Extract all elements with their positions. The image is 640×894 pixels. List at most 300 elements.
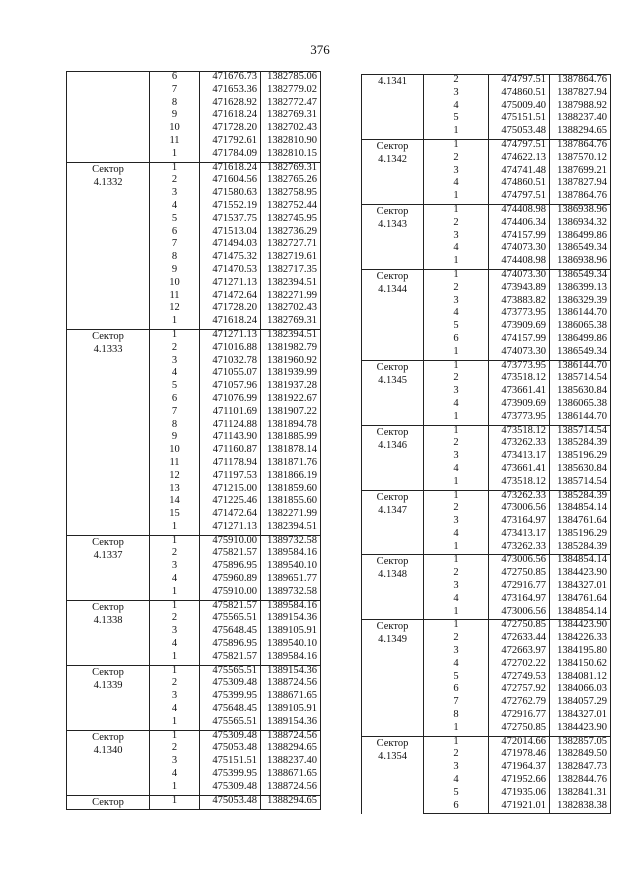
coordinate-x: 473518.12: [489, 373, 550, 386]
coordinate-y: 1387864.76: [550, 191, 611, 204]
coordinate-y: 1385284.39: [550, 542, 611, 555]
coordinate-x: 475910.00: [200, 535, 261, 548]
point-number: 1: [150, 522, 200, 535]
coordinate-x: 475053.48: [200, 743, 261, 756]
point-number: 11: [150, 136, 200, 149]
coordinate-x: 471271.13: [200, 329, 261, 342]
coordinate-y: 1382810.90: [261, 136, 321, 149]
coordinate-y: 1389732.58: [261, 587, 321, 600]
coordinate-x: 473413.17: [489, 529, 550, 542]
coordinate-y: 1382772.47: [261, 98, 321, 111]
coordinate-y: 1388294.65: [261, 743, 321, 756]
point-number: 2: [424, 373, 489, 386]
coordinate-y: 1384423.90: [550, 723, 611, 736]
coordinate-y: 1389105.91: [261, 704, 321, 717]
coordinate-y: 1389540.10: [261, 561, 321, 574]
coordinate-x: 475399.95: [200, 769, 261, 782]
point-number: 1: [150, 329, 200, 342]
point-number: 2: [150, 613, 200, 626]
coordinate-x: 471676.73: [200, 72, 261, 85]
coordinate-x: 475151.51: [489, 113, 550, 126]
point-number: 2: [150, 743, 200, 756]
point-number: 8: [150, 420, 200, 433]
point-number: 1: [424, 555, 489, 568]
point-number: 5: [424, 672, 489, 685]
coordinate-y: 1386549.34: [550, 347, 611, 360]
coordinate-y: 1382702.43: [261, 123, 321, 136]
point-number: 4: [150, 639, 200, 652]
point-number: 11: [150, 291, 200, 304]
coordinate-x: 474073.30: [489, 347, 550, 360]
point-number: 1: [424, 736, 489, 749]
coordinate-x: 475821.57: [200, 600, 261, 613]
coordinate-y: 1389584.16: [261, 652, 321, 665]
coordinate-x: 471057.96: [200, 381, 261, 394]
point-number: 1: [150, 717, 200, 730]
point-number: 3: [424, 231, 489, 244]
coordinate-x: 473006.56: [489, 503, 550, 516]
sector-label: Сектор: [67, 795, 150, 809]
point-number: 4: [424, 529, 489, 542]
coordinate-y: 1388724.56: [261, 730, 321, 743]
coordinate-x: 471552.19: [200, 201, 261, 214]
point-number: 13: [150, 484, 200, 497]
table-row: [362, 490, 611, 503]
coordinate-y: 1386499.86: [550, 231, 611, 244]
coordinate-x: 472916.77: [489, 581, 550, 594]
point-number: 4: [150, 574, 200, 587]
table-row: [362, 204, 611, 217]
point-number: 1: [424, 347, 489, 360]
coordinate-y: 1386065.38: [550, 321, 611, 334]
coordinate-x: 474408.98: [489, 204, 550, 217]
coordinate-y: 1387864.76: [550, 139, 611, 152]
coordinate-y: 1384854.14: [550, 607, 611, 620]
point-number: 6: [150, 394, 200, 407]
coordinate-y: 1384226.33: [550, 633, 611, 646]
point-number: 1: [424, 620, 489, 633]
point-number: 9: [150, 432, 200, 445]
coordinate-y: 1382857.05: [550, 736, 611, 749]
sector-label: Сектор 4.1333: [67, 329, 150, 535]
coordinate-x: 471470.53: [200, 265, 261, 278]
coordinate-y: 1389584.16: [261, 600, 321, 613]
coordinate-x: 471160.87: [200, 445, 261, 458]
coordinate-x: 471580.63: [200, 188, 261, 201]
table-row: [362, 75, 611, 88]
coordinate-y: 1382271.99: [261, 291, 321, 304]
sector-label: Сектор 4.1342: [362, 139, 424, 204]
coordinates-table-left: [66, 71, 321, 810]
page-number: 376: [310, 42, 330, 57]
coordinate-y: 1384327.01: [550, 581, 611, 594]
coordinate-x: 471964.37: [489, 762, 550, 775]
point-number: 1: [150, 795, 200, 809]
coordinate-x: 475910.00: [200, 587, 261, 600]
coordinate-x: 472750.85: [489, 723, 550, 736]
coordinate-y: 1384327.01: [550, 710, 611, 723]
coordinate-x: 474860.51: [489, 178, 550, 191]
coordinate-y: 1382847.73: [550, 762, 611, 775]
coordinate-y: 1384081.12: [550, 672, 611, 685]
coordinate-x: 474157.99: [489, 231, 550, 244]
point-number: 5: [424, 788, 489, 801]
coordinate-y: 1388294.65: [261, 795, 321, 809]
coordinate-y: 1384150.62: [550, 659, 611, 672]
coordinate-x: 472762.79: [489, 697, 550, 710]
point-number: 3: [424, 296, 489, 309]
coordinate-x: 473883.82: [489, 296, 550, 309]
coordinate-x: 474408.98: [489, 256, 550, 269]
coordinate-y: 1381866.19: [261, 471, 321, 484]
point-number: 1: [150, 162, 200, 175]
point-number: 3: [150, 756, 200, 769]
point-number: 5: [424, 321, 489, 334]
coordinate-y: 1381960.92: [261, 356, 321, 369]
coordinate-y: 1385630.84: [550, 464, 611, 477]
coordinate-x: 473262.33: [489, 438, 550, 451]
point-number: 4: [150, 368, 200, 381]
coordinate-x: 471271.13: [200, 522, 261, 535]
point-number: 3: [424, 451, 489, 464]
sector-label: Сектор 4.1343: [362, 204, 424, 269]
coordinate-y: 1384423.90: [550, 620, 611, 633]
coordinate-x: 471494.03: [200, 239, 261, 252]
coordinate-y: 1389105.91: [261, 626, 321, 639]
point-number: 1: [150, 316, 200, 329]
coordinate-x: 475648.45: [200, 626, 261, 639]
coordinate-y: 1387699.21: [550, 166, 611, 179]
point-number: 4: [150, 769, 200, 782]
point-number: 5: [150, 381, 200, 394]
point-number: 1: [424, 191, 489, 204]
coordinate-y: 1381939.99: [261, 368, 321, 381]
point-number: 3: [424, 646, 489, 659]
coordinate-x: 472750.85: [489, 620, 550, 633]
coordinate-x: 471628.92: [200, 98, 261, 111]
coordinate-y: 1382849.50: [550, 749, 611, 762]
coordinate-y: 1389154.36: [261, 665, 321, 678]
coordinate-y: 1385196.29: [550, 529, 611, 542]
table-row: [67, 600, 321, 613]
coordinate-y: 1382765.26: [261, 175, 321, 188]
sector-label: Сектор 4.1338: [67, 600, 150, 665]
sector-label: Сектор 4.1339: [67, 665, 150, 730]
point-number: 1: [424, 425, 489, 438]
point-number: 3: [424, 88, 489, 101]
point-number: 1: [150, 587, 200, 600]
point-number: 1: [424, 139, 489, 152]
coordinate-x: 474797.51: [489, 139, 550, 152]
coordinate-x: 475565.51: [200, 665, 261, 678]
coordinate-y: 1382745.95: [261, 214, 321, 227]
coordinate-x: 475309.48: [200, 782, 261, 795]
coordinate-x: 474741.48: [489, 166, 550, 179]
point-number: 12: [150, 471, 200, 484]
coordinate-y: 1389540.10: [261, 639, 321, 652]
sector-label: [67, 72, 150, 163]
coordinate-y: 1384423.90: [550, 568, 611, 581]
point-number: 1: [150, 149, 200, 162]
coordinate-x: 472633.44: [489, 633, 550, 646]
point-number: 3: [150, 691, 200, 704]
coordinate-x: 471475.32: [200, 252, 261, 265]
coordinate-x: 471271.13: [200, 278, 261, 291]
table-row: [67, 535, 321, 548]
coordinate-y: 1386499.86: [550, 334, 611, 347]
point-number: 5: [150, 214, 200, 227]
coordinate-x: 473773.95: [489, 360, 550, 373]
coordinate-y: 1388671.65: [261, 769, 321, 782]
coordinate-y: 1381907.22: [261, 407, 321, 420]
sector-label: Сектор 4.1347: [362, 490, 424, 555]
point-number: 2: [424, 503, 489, 516]
coordinate-y: 1387864.76: [550, 75, 611, 88]
table-row: [67, 162, 321, 175]
coordinate-y: 1387988.92: [550, 101, 611, 114]
coordinate-x: 471472.64: [200, 509, 261, 522]
coordinate-y: 1381855.60: [261, 496, 321, 509]
point-number: 8: [150, 252, 200, 265]
point-number: 7: [150, 407, 200, 420]
coordinate-y: 1382758.95: [261, 188, 321, 201]
coordinate-x: 471653.36: [200, 85, 261, 98]
coordinate-y: 1382752.44: [261, 201, 321, 214]
point-number: 1: [424, 360, 489, 373]
table-row: [67, 329, 321, 342]
coordinate-y: 1382702.43: [261, 303, 321, 316]
coordinate-y: 1387570.12: [550, 153, 611, 166]
coordinate-x: 471921.01: [489, 801, 550, 814]
coordinate-x: 474860.51: [489, 88, 550, 101]
sector-label: 4.1341: [362, 75, 424, 140]
coordinate-x: 473164.97: [489, 594, 550, 607]
coordinate-y: 1387827.94: [550, 178, 611, 191]
coordinate-y: 1382717.35: [261, 265, 321, 278]
coordinate-y: 1384057.29: [550, 697, 611, 710]
point-number: 4: [424, 243, 489, 256]
table-row: [362, 360, 611, 373]
coordinate-x: 475960.89: [200, 574, 261, 587]
point-number: 2: [150, 175, 200, 188]
point-number: 3: [150, 356, 200, 369]
point-number: 1: [424, 412, 489, 425]
coordinate-x: 473661.41: [489, 386, 550, 399]
coordinate-x: 475896.95: [200, 561, 261, 574]
coordinate-x: 471197.53: [200, 471, 261, 484]
coordinate-y: 1382785.06: [261, 72, 321, 85]
point-number: 1: [424, 723, 489, 736]
coordinate-x: 471728.20: [200, 123, 261, 136]
coordinate-x: 471225.46: [200, 496, 261, 509]
point-number: 10: [150, 445, 200, 458]
coordinate-y: 1388671.65: [261, 691, 321, 704]
table-row: [67, 795, 321, 809]
coordinate-x: 475821.57: [200, 652, 261, 665]
coordinate-y: 1382394.51: [261, 278, 321, 291]
coordinate-x: 473518.12: [489, 477, 550, 490]
coordinate-x: 475648.45: [200, 704, 261, 717]
point-number: 1: [424, 607, 489, 620]
coordinate-x: 471978.46: [489, 749, 550, 762]
coordinate-y: 1389154.36: [261, 717, 321, 730]
point-number: 4: [424, 178, 489, 191]
sector-label: Сектор 4.1346: [362, 425, 424, 490]
coordinate-y: 1386934.32: [550, 218, 611, 231]
coordinate-x: 474157.99: [489, 334, 550, 347]
coordinate-x: 472750.85: [489, 568, 550, 581]
coordinate-y: 1386065.38: [550, 399, 611, 412]
coordinate-y: 1386938.96: [550, 256, 611, 269]
coordinate-x: 474797.51: [489, 191, 550, 204]
coordinate-y: 1382769.31: [261, 162, 321, 175]
point-number: 1: [424, 542, 489, 555]
sector-label: Сектор 4.1337: [67, 535, 150, 600]
point-number: 10: [150, 278, 200, 291]
coordinate-y: 1389732.58: [261, 535, 321, 548]
coordinate-x: 471792.61: [200, 136, 261, 149]
coordinate-x: 475053.48: [489, 126, 550, 139]
coordinate-y: 1389651.77: [261, 574, 321, 587]
coordinate-y: 1388724.56: [261, 678, 321, 691]
coordinate-x: 471952.66: [489, 775, 550, 788]
coordinate-x: 471124.88: [200, 420, 261, 433]
point-number: 3: [150, 561, 200, 574]
coordinate-x: 471016.88: [200, 343, 261, 356]
coordinate-x: 473413.17: [489, 451, 550, 464]
coordinate-y: 1386399.13: [550, 283, 611, 296]
point-number: 1: [150, 600, 200, 613]
coordinate-y: 1381982.79: [261, 343, 321, 356]
coordinate-x: 474073.30: [489, 243, 550, 256]
coordinate-y: 1382838.38: [550, 801, 611, 814]
coordinate-y: 1385630.84: [550, 386, 611, 399]
point-number: 4: [424, 464, 489, 477]
coordinate-y: 1388237.40: [550, 113, 611, 126]
coordinate-x: 472749.53: [489, 672, 550, 685]
point-number: 4: [424, 308, 489, 321]
point-number: 4: [424, 594, 489, 607]
point-number: 6: [150, 227, 200, 240]
coordinate-y: 1385714.54: [550, 373, 611, 386]
coordinate-x: 474797.51: [489, 75, 550, 88]
coordinate-x: 473661.41: [489, 464, 550, 477]
sector-label: Сектор 4.1345: [362, 360, 424, 425]
coordinate-x: 472663.97: [489, 646, 550, 659]
coordinate-x: 473909.69: [489, 321, 550, 334]
coordinate-y: 1381871.76: [261, 458, 321, 471]
coordinate-x: 471784.09: [200, 149, 261, 162]
sector-label: Сектор 4.1348: [362, 555, 424, 620]
coordinate-x: 472916.77: [489, 710, 550, 723]
point-number: 2: [424, 218, 489, 231]
sector-label: Сектор 4.1332: [67, 162, 150, 329]
coordinate-x: 471618.24: [200, 162, 261, 175]
point-number: 4: [150, 201, 200, 214]
point-number: 6: [424, 334, 489, 347]
coordinate-y: 1382736.29: [261, 227, 321, 240]
point-number: 2: [424, 438, 489, 451]
coordinate-y: 1381937.28: [261, 381, 321, 394]
coordinate-x: 475565.51: [200, 613, 261, 626]
point-number: 4: [424, 399, 489, 412]
coordinate-x: 475053.48: [200, 795, 261, 809]
coordinate-y: 1382394.51: [261, 329, 321, 342]
point-number: 1: [150, 535, 200, 548]
coordinate-y: 1386329.39: [550, 296, 611, 309]
coordinate-x: 471143.90: [200, 432, 261, 445]
coordinate-y: 1381859.60: [261, 484, 321, 497]
table-row: [362, 555, 611, 568]
coordinate-y: 1382271.99: [261, 509, 321, 522]
point-number: 1: [424, 477, 489, 490]
coordinate-x: 475009.40: [489, 101, 550, 114]
coordinate-y: 1385714.54: [550, 425, 611, 438]
coordinate-y: 1382769.31: [261, 110, 321, 123]
coordinate-y: 1386549.34: [550, 269, 611, 282]
coordinate-y: 1384195.80: [550, 646, 611, 659]
point-number: 10: [150, 123, 200, 136]
sector-label: Сектор 4.1354: [362, 736, 424, 814]
coordinate-y: 1389584.16: [261, 548, 321, 561]
table-row: [67, 730, 321, 743]
point-number: 3: [424, 386, 489, 399]
point-number: 1: [424, 204, 489, 217]
table-row: [362, 139, 611, 152]
table-row: [67, 665, 321, 678]
point-number: 1: [424, 256, 489, 269]
coordinate-y: 1381894.78: [261, 420, 321, 433]
coordinate-y: 1382769.31: [261, 316, 321, 329]
point-number: 2: [424, 283, 489, 296]
coordinate-y: 1384854.14: [550, 503, 611, 516]
point-number: 2: [150, 343, 200, 356]
coordinate-x: 474406.34: [489, 218, 550, 231]
table-row: [67, 72, 321, 85]
coordinate-x: 471537.75: [200, 214, 261, 227]
coordinate-x: 472702.22: [489, 659, 550, 672]
coordinate-x: 475309.48: [200, 678, 261, 691]
point-number: 9: [150, 110, 200, 123]
coordinate-y: 1386549.34: [550, 243, 611, 256]
point-number: 2: [424, 633, 489, 646]
point-number: 4: [424, 101, 489, 114]
point-number: 6: [424, 684, 489, 697]
coordinate-x: 471604.56: [200, 175, 261, 188]
point-number: 3: [150, 626, 200, 639]
coordinate-x: 473262.33: [489, 542, 550, 555]
coordinate-y: 1382810.15: [261, 149, 321, 162]
coordinate-x: 472014.66: [489, 736, 550, 749]
table-row: [362, 736, 611, 749]
coordinate-y: 1384761.64: [550, 594, 611, 607]
point-number: 6: [150, 72, 200, 85]
point-number: 11: [150, 458, 200, 471]
point-number: 2: [150, 678, 200, 691]
point-number: 3: [424, 762, 489, 775]
coordinates-table-right: [361, 74, 611, 814]
coordinate-x: 473006.56: [489, 607, 550, 620]
coordinate-x: 474073.30: [489, 269, 550, 282]
coordinate-x: 472757.92: [489, 684, 550, 697]
coordinate-y: 1382394.51: [261, 522, 321, 535]
coordinate-x: 473773.95: [489, 308, 550, 321]
point-number: 12: [150, 303, 200, 316]
coordinate-x: 471728.20: [200, 303, 261, 316]
coordinate-x: 473518.12: [489, 425, 550, 438]
coordinate-x: 473773.95: [489, 412, 550, 425]
point-number: 5: [424, 113, 489, 126]
